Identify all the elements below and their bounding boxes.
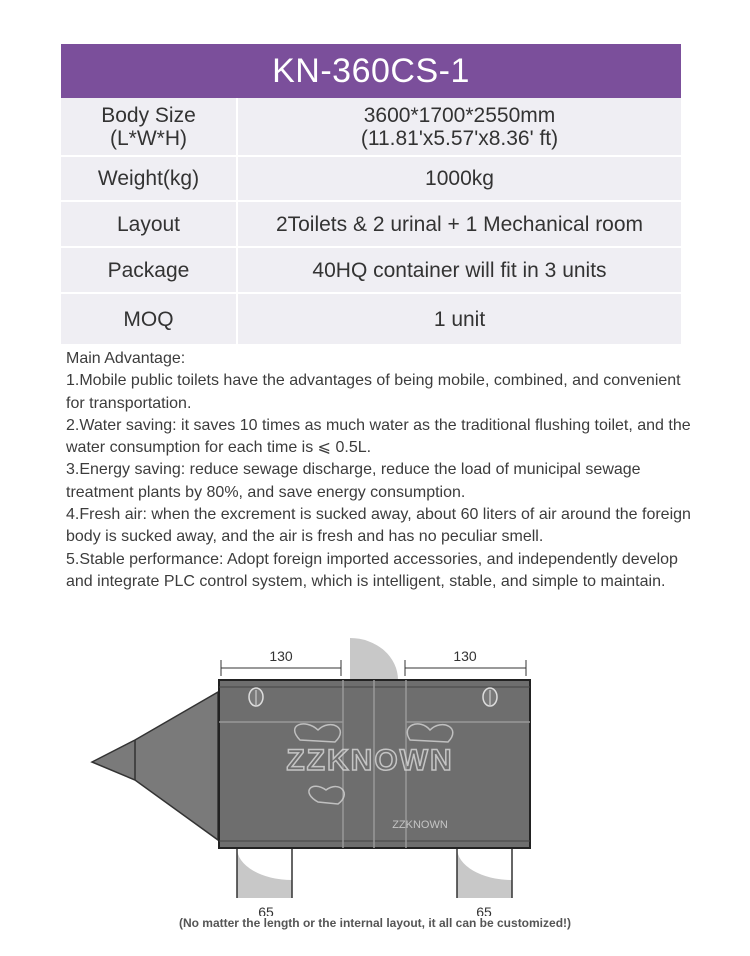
spec-label: Package (61, 248, 238, 292)
advantages-text (66, 348, 696, 593)
urinal-icon (483, 688, 497, 706)
floor-plan-diagram (0, 630, 750, 916)
advantage-item: 3.Energy saving: reduce sewage discharge, reduce the load of municipal sewage treatment plants by 80%, and save energy consumption. (66, 461, 641, 501)
svg-text:ZZKNOWN: ZZKNOWN (392, 819, 448, 831)
dimension-top-left (221, 648, 341, 676)
spec-label: Weight(kg) (61, 157, 238, 200)
spec-row-moq (61, 294, 681, 344)
advantage-item: 1.Mobile public toilets have the advantages of being mobile, combined, and convenient for transportation. (66, 372, 681, 412)
dimension-bottom-right: 65 (476, 904, 492, 916)
spec-value: 1 unit (433, 307, 486, 331)
spec-value: 40HQ container will fit in 3 units (312, 258, 607, 282)
spec-label: Layout (61, 202, 238, 246)
tow-hitch (92, 692, 218, 840)
advantage-item: 2.Water saving: it saves 10 times as much water as the traditional flushing toilet, and the water consumption for each time is ⩽ 0.5L. (66, 416, 691, 457)
door-swing-bottom-left (237, 848, 292, 898)
door-swing-top (350, 638, 398, 680)
spec-row-body-size (61, 98, 681, 157)
svg-text:130: 130 (453, 648, 477, 664)
urinal-icon (249, 688, 263, 706)
svg-text:130: 130 (269, 648, 293, 664)
spec-label: MOQ (61, 294, 238, 344)
spec-label: Body Size (L*W*H) (61, 98, 238, 155)
spec-row-layout (61, 202, 681, 248)
spec-table (61, 44, 681, 344)
dimension-top-right (405, 648, 526, 676)
dimension-bottom-left: 65 (258, 904, 274, 916)
spec-value: 3600*1700*2550mm (11.81'x5.57'x8.36' ft) (360, 103, 559, 150)
advantage-item: 5.Stable performance: Adopt foreign imported accessories, and independently develop and integrate PLC control system, which is intelligent, stable, and simple to maintain. (66, 550, 678, 590)
spec-row-package (61, 248, 681, 294)
spec-value: 2Toilets & 2 urinal + 1 Mechanical room (275, 212, 644, 236)
svg-text:ZZKNOWN: ZZKNOWN (286, 744, 454, 777)
advantages-heading: Main Advantage: (66, 350, 186, 367)
customization-note: (No matter the length or the internal layout, it all can be customized!) (178, 916, 572, 930)
spec-value: 1000kg (425, 167, 494, 190)
advantage-item: 4.Fresh air: when the excrement is sucked away, about 60 liters of air around the foreign body is sucked away, and the air is fresh and has no peculiar smell. (66, 506, 691, 546)
door-swing-bottom-right (457, 848, 512, 898)
spec-row-weight (61, 157, 681, 202)
model-title: KN-360CS-1 (61, 44, 681, 98)
